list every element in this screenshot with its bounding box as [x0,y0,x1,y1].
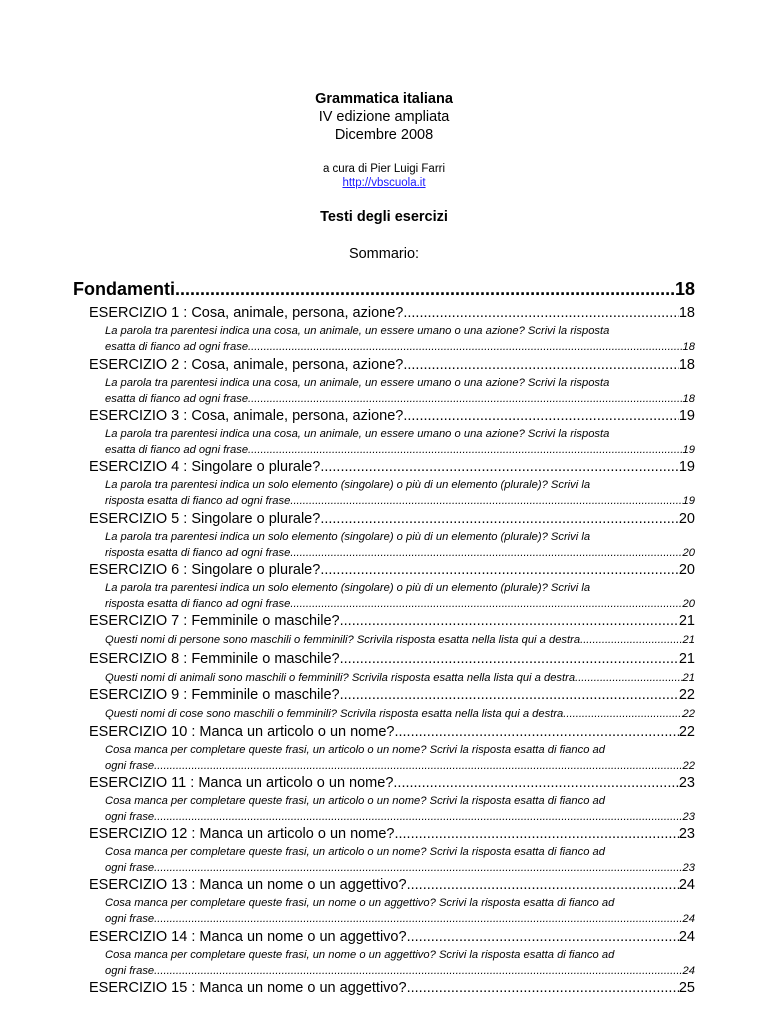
description-line: Questi nomi di animali sono maschili o femminili? Scrivila risposta esatta nella lista qui a destra. [105,672,579,684]
toc-entry-esercizio-4[interactable] [89,459,695,475]
description-page-number: 22 [682,708,695,720]
description-page-number: 23 [682,811,695,823]
leader-dots [157,963,682,979]
description-line: ogni frase. [105,760,158,772]
description-line: La parola tra parentesi indica un solo elemento (singolare) o più di un elemento (plurale)? Scrivi la [105,479,591,491]
website-link[interactable]: http://vbscuola.it [342,177,426,189]
toc-entry-esercizio-1[interactable] [89,305,695,321]
description-line: La parola tra parentesi indica un solo elemento (singolare) o più di un elemento (plurale)? Scrivi la [105,531,591,543]
entry-description[interactable] [105,844,695,876]
entry-label: ESERCIZIO 13 : Manca un nome o un aggettivo? [89,877,407,893]
description-line: esatta di fianco ad ogni frase. [105,341,252,353]
leader-dots [320,459,679,475]
entry-label: ESERCIZIO 1 : Cosa, animale, persona, azione? [89,305,404,321]
leader-dots [175,279,675,300]
description-page-number: 19 [682,444,695,456]
entry-page-number: 21 [678,613,695,629]
entry-description[interactable] [105,375,695,407]
toc-entry-esercizio-15[interactable] [89,980,695,996]
description-line: Questi nomi di cose sono maschili o femminili? Scrivila risposta esatta nella lista qui a destra. [105,708,567,720]
entry-description[interactable] [105,793,695,825]
description-line: Cosa manca per completare queste frasi, un nome o un aggettivo? Scrivi la risposta esatta di fianco ad [105,949,615,961]
toc-entry-esercizio-12[interactable] [89,826,695,842]
description-line: Cosa manca per completare queste frasi, un articolo o un nome? Scrivi la risposta esatta di fianco ad [105,795,605,807]
description-page-number: 24 [682,913,695,925]
entry-page-number: 18 [678,357,695,373]
leader-dots [340,687,679,703]
toc-entry-esercizio-3[interactable] [89,408,695,424]
toc-entry-esercizio-6[interactable] [89,562,695,578]
description-line: La parola tra parentesi indica una cosa, un animale, un essere umano o una azione? Scrivi la risposta [105,377,610,389]
leader-dots [251,391,682,407]
entry-label: ESERCIZIO 14 : Manca un nome o un aggettivo? [89,929,407,945]
chapter-page-number: 18 [674,279,695,299]
chapter-label: Fondamenti [73,279,175,299]
description-line: ogni frase. [105,862,158,874]
toc-entry-esercizio-14[interactable] [89,929,695,945]
entry-page-number: 24 [678,877,695,893]
entry-page-number: 19 [678,408,695,424]
description-line: risposta esatta di fianco ad ogni frase. [105,598,294,610]
entry-page-number: 20 [678,511,695,527]
leader-dots [403,408,679,424]
description-line: La parola tra parentesi indica una cosa, un animale, un essere umano o una azione? Scrivi la risposta [105,325,610,337]
leader-dots [293,493,682,509]
leader-dots [293,596,682,612]
entry-page-number: 23 [678,775,695,791]
summary-label: Sommario: [348,246,420,262]
entry-page-number: 25 [678,980,695,996]
toc-entry-esercizio-9[interactable] [89,687,695,703]
description-line: Cosa manca per completare queste frasi, un articolo o un nome? Scrivi la risposta esatta di fianco ad [105,846,605,858]
description-page-number: 21 [682,672,695,684]
leader-dots [320,562,679,578]
description-line: La parola tra parentesi indica un solo elemento (singolare) o più di un elemento (plurale)? Scrivi la [105,582,591,594]
leader-dots [394,724,678,740]
toc-entry-esercizio-11[interactable] [89,775,695,791]
entry-label: ESERCIZIO 11 : Manca un articolo o un nome? [89,775,394,791]
leader-dots [157,809,682,825]
entry-description[interactable] [105,947,695,979]
description-page-number: 23 [682,862,695,874]
entry-page-number: 19 [678,459,695,475]
entry-label: ESERCIZIO 15 : Manca un nome o un aggettivo? [89,980,407,996]
entry-page-number: 18 [678,305,695,321]
entry-description[interactable] [105,529,695,561]
entry-page-number: 23 [678,826,695,842]
description-page-number: 22 [682,760,695,772]
leader-dots [403,357,679,373]
entry-page-number: 20 [678,562,695,578]
entry-description[interactable] [105,670,695,686]
toc-entry-esercizio-10[interactable] [89,724,695,740]
entry-description[interactable] [105,426,695,458]
entry-description[interactable] [105,895,695,927]
description-line: Cosa manca per completare queste frasi, un nome o un aggettivo? Scrivi la risposta esatta di fianco ad [105,897,615,909]
description-page-number: 21 [682,634,695,646]
description-page-number: 24 [682,965,695,977]
leader-dots [293,545,682,561]
entry-label: ESERCIZIO 12 : Manca un articolo o un nome? [89,826,395,842]
leader-dots [407,929,679,945]
description-line: Questi nomi di persone sono maschili o femminili? Scrivila risposta esatta nella lista qui a destra. [105,634,584,646]
description-line: Cosa manca per completare queste frasi, un articolo o un nome? Scrivi la risposta esatta di fianco ad [105,744,605,756]
entry-page-number: 22 [678,724,695,740]
description-page-number: 18 [682,341,695,353]
description-page-number: 20 [682,547,695,559]
toc-chapter-fondamenti[interactable] [73,279,695,300]
entry-label: ESERCIZIO 7 : Femminile o maschile? [89,613,340,629]
leader-dots [251,442,682,458]
description-page-number: 20 [682,598,695,610]
description-page-number: 19 [682,495,695,507]
description-line: risposta esatta di fianco ad ogni frase. [105,547,294,559]
description-line: ogni frase. [105,811,158,823]
entry-label: ESERCIZIO 3 : Cosa, animale, persona, azione? [89,408,404,424]
description-line: ogni frase. [105,913,158,925]
entry-label: ESERCIZIO 4 : Singolare o plurale? [89,459,321,475]
leader-dots [157,758,682,774]
curator-line: a cura di Pier Luigi Farri [322,163,446,175]
entry-description[interactable] [105,706,695,722]
leader-dots [157,860,682,876]
leader-dots [394,826,678,842]
entry-label: ESERCIZIO 6 : Singolare o plurale? [89,562,321,578]
toc-entry-esercizio-7[interactable] [89,613,695,629]
entry-description[interactable] [105,632,695,648]
leader-dots [578,670,682,686]
description-line: esatta di fianco ad ogni frase. [105,444,252,456]
entry-description[interactable] [105,742,695,774]
leader-dots [320,511,679,527]
leader-dots [251,339,682,355]
date-line: Dicembre 2008 [334,127,434,143]
description-page-number: 18 [682,393,695,405]
description-line: risposta esatta di fianco ad ogni frase. [105,495,294,507]
entry-label: ESERCIZIO 2 : Cosa, animale, persona, azione? [89,357,404,373]
description-line: La parola tra parentesi indica una cosa, un animale, un essere umano o una azione? Scrivi la risposta [105,428,610,440]
entry-label: ESERCIZIO 10 : Manca un articolo o un nome? [89,724,395,740]
leader-dots [566,706,682,722]
entry-label: ESERCIZIO 9 : Femminile o maschile? [89,687,340,703]
website-link-row [0,177,768,189]
entry-description[interactable] [105,323,695,355]
toc-entry-esercizio-5[interactable] [89,511,695,527]
entry-page-number: 22 [678,687,695,703]
document-title: Grammatica italiana [315,91,453,107]
leader-dots [340,613,679,629]
entry-label: ESERCIZIO 8 : Femminile o maschile? [89,651,340,667]
leader-dots [157,911,682,927]
leader-dots [583,632,682,648]
leader-dots [393,775,678,791]
leader-dots [403,305,679,321]
leader-dots [407,980,679,996]
leader-dots [407,877,679,893]
section-title: Testi degli esercizi [320,209,448,225]
description-line: ogni frase. [105,965,158,977]
entry-page-number: 24 [678,929,695,945]
toc-entry-esercizio-8[interactable] [89,651,695,667]
entry-label: ESERCIZIO 5 : Singolare o plurale? [89,511,321,527]
toc-entry-esercizio-2[interactable] [89,357,695,373]
entry-description[interactable] [105,580,695,612]
edition-line: IV edizione ampliata [318,109,450,125]
toc-entry-esercizio-13[interactable] [89,877,695,893]
entry-page-number: 21 [678,651,695,667]
entry-description[interactable] [105,477,695,509]
leader-dots [340,651,679,667]
description-line: esatta di fianco ad ogni frase. [105,393,252,405]
